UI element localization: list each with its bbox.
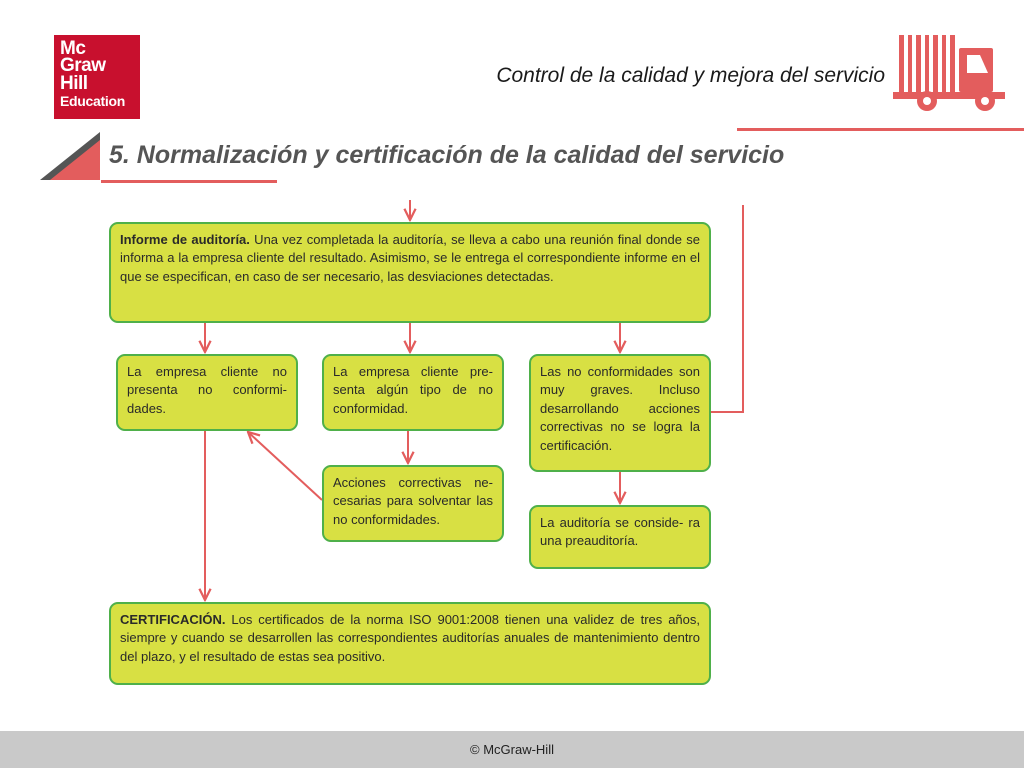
no-conformidades-graves-box	[529, 354, 711, 472]
no-conformidades-text: La empresa cliente no presenta no conformi- dades.	[127, 364, 287, 416]
logo-line-1: Mc	[60, 38, 86, 59]
logo-line-3: Hill	[60, 72, 88, 94]
section-title: 5. Normalización y certificación de la calidad del servicio	[109, 141, 785, 169]
logo-line-4: Education	[60, 93, 125, 110]
certificacion-box	[109, 602, 711, 685]
header-subtitle: Control de la calidad y mejora del servicio	[496, 64, 885, 87]
no-conformidades-graves-text: Las no conformidades son muy graves. Incluso desarrollando acciones correctivas no se logra la certificación.	[540, 364, 700, 453]
informe-label: Informe de auditoría.	[120, 232, 250, 247]
footer-copyright: © McGraw-Hill	[470, 742, 554, 757]
informe-text: Una vez completada la auditoría, se lleva a cabo una reunión final donde se informa a la empresa cliente del resultado. Asimismo, se le entrega el correspondiente informe en el que se especifican, en caso de ser necesario, las desviaciones detectadas.	[120, 232, 700, 284]
informe-auditoria-box	[109, 222, 711, 323]
alguna-no-conformidad-text: La empresa cliente pre- senta algún tipo de no conformidad.	[333, 364, 493, 416]
logo-line-2: Graw	[60, 55, 106, 77]
footer-bar	[0, 731, 1024, 768]
certificacion-text: Los certificados de la norma ISO 9001:2008 tienen una validez de tres años, siempre y cuando se desarrollen las correspondientes auditorías anuales de mantenimiento dentro del plazo, y el resultado de estas sea positivo.	[120, 612, 700, 664]
arrow-acciones-to-no-conformidades	[248, 432, 322, 500]
acciones-correctivas-text: Acciones correctivas ne- cesarias para solventar las no conformidades.	[333, 475, 493, 527]
acciones-correctivas-box	[322, 465, 504, 542]
preauditoria-box	[529, 505, 711, 569]
certificacion-label: CERTIFICACIÓN.	[120, 612, 226, 627]
return-line-from-muy-graves	[711, 205, 743, 412]
no-conformidades-box	[116, 354, 298, 431]
preauditoria-text: La auditoría se conside- ra una preauditoría.	[540, 515, 700, 549]
alguna-no-conformidad-box	[322, 354, 504, 431]
